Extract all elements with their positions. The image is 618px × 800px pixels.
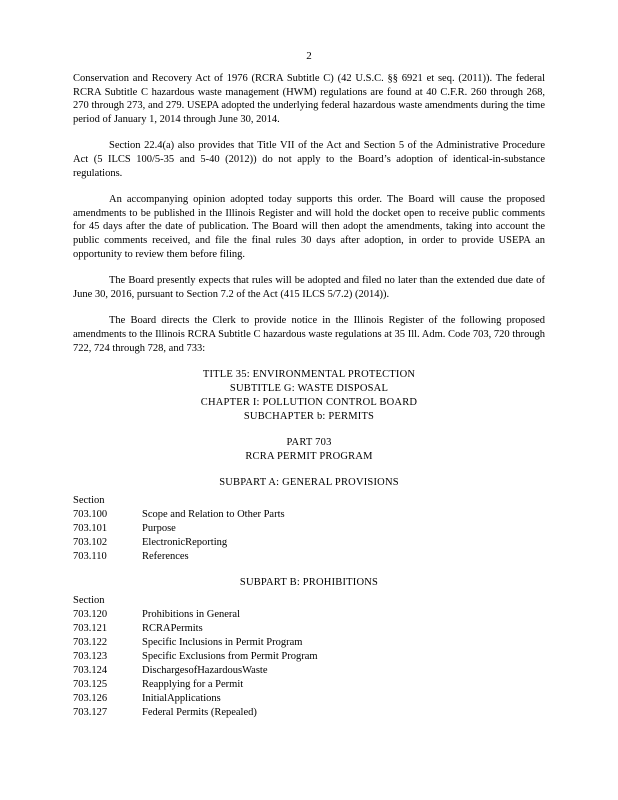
section-row <box>73 536 545 550</box>
section-title: DischargesofHazardousWaste <box>142 665 268 677</box>
section-number: 703.101 <box>73 523 108 535</box>
section-number: 703.102 <box>73 537 108 549</box>
section-title: Specific Inclusions in Permit Program <box>142 637 303 649</box>
section-number: 703.100 <box>73 509 108 521</box>
subpart-b-section-list <box>73 608 545 720</box>
section-title: References <box>142 551 189 563</box>
subpart-a-section-list <box>73 508 545 564</box>
section-title: Scope and Relation to Other Parts <box>142 509 285 521</box>
paragraph-due-date: The Board presently expects that rules will be adopted and filed no later than the extended due date of June 30, 2016, pursuant to Section 7.2 of the Act (415 ILCS 5/7.2) (2014)). <box>73 275 545 300</box>
section-row <box>73 692 545 706</box>
section-title: Purpose <box>142 523 176 535</box>
section-number: 703.121 <box>73 623 108 635</box>
section-title: Federal Permits (Repealed) <box>142 707 257 719</box>
section-row <box>73 636 545 650</box>
section-number: 703.126 <box>73 693 108 705</box>
section-number: 703.120 <box>73 609 108 621</box>
section-title: InitialApplications <box>142 693 221 705</box>
section-title: Specific Exclusions from Permit Program <box>142 651 318 663</box>
section-row <box>73 706 545 720</box>
paragraph-opinion-and-comments: An accompanying opinion adopted today supports this order. The Board will cause the proposed amendments to be published in the Illinois Register and will hold the docket open to receive public comments for 45 days after the date of publication. The Board will then adopt the amendments, taking into account the public comments received, and file the final rules 30 days after adoption, in order to provide USEPA an opportunity to review them before filing. <box>73 194 545 260</box>
title-heading: TITLE 35: ENVIRONMENTAL PROTECTION <box>202 369 416 381</box>
subchapter-heading: SUBCHAPTER b: PERMITS <box>243 411 375 423</box>
section-row <box>73 608 545 622</box>
section-number: 703.110 <box>73 551 107 563</box>
section-row <box>73 522 545 536</box>
section-title: Reapplying for a Permit <box>142 679 244 691</box>
part-heading-block <box>73 436 545 464</box>
title-heading-block <box>73 368 545 424</box>
section-number: 703.125 <box>73 679 108 691</box>
subpart-a-section-label: Section <box>73 495 105 507</box>
document-body <box>73 72 545 720</box>
section-title: RCRAPermits <box>142 623 203 635</box>
section-number: 703.122 <box>73 637 108 649</box>
part-name-heading: RCRA PERMIT PROGRAM <box>245 451 373 463</box>
subpart-b-section-label: Section <box>73 595 105 607</box>
paragraph-section-22-4a: Section 22.4(a) also provides that Title VII of the Act and Section 5 of the Administrative Procedure Act (5 ILCS 100/5-35 and 5-40 (2012)) do not apply to the Board’s adoption of identical-in-substance regulations. <box>73 140 545 179</box>
subtitle-heading: SUBTITLE G: WASTE DISPOSAL <box>229 383 389 395</box>
page-number: 2 <box>306 50 312 62</box>
paragraph-clerk-notice: The Board directs the Clerk to provide notice in the Illinois Register of the following proposed amendments to the Illinois RCRA Subtitle C hazardous waste regulations at 35 Ill. Adm. Code 703, 720 through 722, 724 through 728, and 733: <box>73 315 545 354</box>
section-row <box>73 622 545 636</box>
paragraph-rcra-background: Conservation and Recovery Act of 1976 (RCRA Subtitle C) (42 U.S.C. §§ 6921 et seq. (2011)). The federal RCRA Subtitle C hazardous waste management (HWM) regulations are found at 40 C.F.R. 260 through 268, 270 through 273, and 279. USEPA adopted the underlying federal hazardous waste amendments during the time period of January 1, 2014 through June 30, 2014. <box>73 73 545 125</box>
section-number: 703.123 <box>73 651 108 663</box>
section-row <box>73 650 545 664</box>
subpart-a-heading: SUBPART A: GENERAL PROVISIONS <box>219 477 399 489</box>
section-row <box>73 508 545 522</box>
chapter-heading: CHAPTER I: POLLUTION CONTROL BOARD <box>200 397 418 409</box>
subpart-b-heading: SUBPART B: PROHIBITIONS <box>239 577 379 589</box>
section-number: 703.127 <box>73 707 108 719</box>
section-row <box>73 550 545 564</box>
section-title: ElectronicReporting <box>142 537 228 549</box>
section-title: Prohibitions in General <box>142 609 240 621</box>
section-row <box>73 678 545 692</box>
section-row <box>73 664 545 678</box>
section-number: 703.124 <box>73 665 108 677</box>
part-heading: PART 703 <box>286 437 332 449</box>
